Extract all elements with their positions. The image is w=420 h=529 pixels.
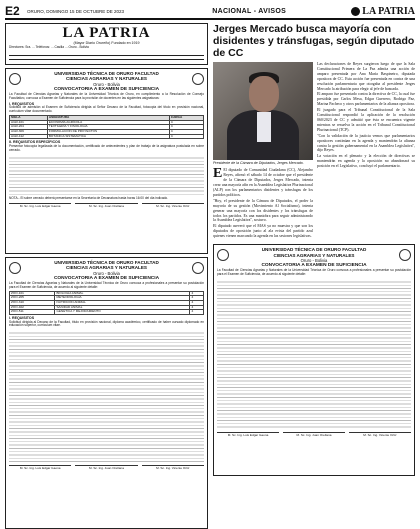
subjects-table	[9, 115, 204, 140]
table-cell: 4	[169, 120, 203, 125]
table-cell: TEXTILERÍA Y FISIOLOGÍA	[47, 125, 169, 130]
logo-text: LA PATRIA	[362, 5, 415, 17]
faculty-seal-icon	[192, 262, 204, 274]
table-cell: ECONOMÍA AGRÍCOLA	[47, 120, 169, 125]
notice-body-text	[9, 330, 204, 462]
notice-title: CONVOCATORIA A EXAMEN DE SUFICIENCIA	[53, 86, 160, 92]
notice-university: UNIVERSIDAD TÉCNICA DE ORURO FACULTAD	[261, 247, 367, 253]
notice-title: CONVOCATORIA A EXAMEN DE SUFICIENCIA	[261, 262, 367, 268]
signature: M. Sc. Ing. Luis Edgar Gaona	[9, 203, 71, 209]
table-cell: ZOO-310	[10, 301, 55, 306]
article-paragraph: El diputado de Comunidad Ciudadana (CC), Alejandro Reyes, afirmó el sábado 14 de octubre que el presidente de la Cámara de Diputados, Jerges Mercado, intenta crear una mayoría afín en la Asamblea Legislativa Plurinacional (ALP) con los parlamentarios disidentes y tránsfugas de los partidos políticos.	[213, 168, 313, 197]
table-cell: BIOLOGÍA ANIMAL	[55, 291, 190, 296]
table-cell: AGR-309	[10, 129, 48, 134]
notice-title: CONVOCATORIA A EXAMEN DE SUFICIENCIA	[53, 275, 160, 281]
signature-block	[9, 203, 204, 209]
signature: M. Sc. Ing. Juan Orellana	[75, 465, 137, 471]
signature: M. Sc. Ing. Vicente Ortiz	[142, 465, 204, 471]
photo-caption: Presidente de la Cámara de Diputados, Jerges Mercado.	[213, 161, 304, 165]
section-title: NACIONAL - AVISOS	[212, 7, 287, 15]
university-seal-icon	[9, 262, 21, 274]
notice-faculty: CIENCIAS AGRARIAS Y NATURALES	[273, 252, 355, 258]
notice-section-heading: I. REQUISITOS	[9, 101, 35, 106]
signature: M. Sc. Ing. Luis Edgar Gaona	[217, 432, 279, 438]
newspaper-logo	[351, 6, 415, 17]
signature-block	[217, 432, 411, 438]
signature: M. Sc. Ing. Juan Orellana	[283, 432, 345, 438]
notice-intro: La Facultad de Ciencias Agrarias y Naturales de la Universidad Técnica de Oruro convoca a profesionales a presentar su postulación para el Examen de Suficiencia, de acuerdo al siguiente detalle:	[9, 280, 204, 289]
left-column	[5, 23, 208, 529]
table-header: SIGLA	[10, 115, 48, 120]
faculty-seal-icon	[192, 73, 204, 85]
signature-block	[9, 465, 204, 471]
article-paragraph: Las declaraciones de Reyes surgieron luego de que la Sala Constitucional Primera de La Paz admita una acción de amparo presentada por Ana María Baspineiro, diputada opositora de CC. Esta acción fue presentada en contra de una resolución parlamentaria que otorgaba al presidente Jerges Mercado la atribución para elegir al jefe de bancada.	[317, 62, 415, 91]
university-seal-icon	[217, 249, 229, 261]
signature: M. Sc. Ing. Vicente Ortiz	[142, 203, 204, 209]
signature: M. Sc. Ing. Juan Orellana	[75, 203, 137, 209]
article-paragraph: La votación en el plenario y la elección de directivas se mantendrán en agenda y la oposición no abandonará su posición en el Legislativo, concluyó el parlamentario.	[317, 154, 415, 169]
notice-section-heading: II. REQUISITOS ESPECÍFICOS	[9, 140, 61, 145]
table-cell: AGR-204	[10, 125, 48, 130]
table-cell: BOTÁNICA SISTEMÁTICA	[47, 134, 169, 139]
masthead-info: Directores: Sra. ... Teléfonos: ... Casilla ... Oruro - Bolivia	[9, 45, 89, 49]
notice-city: Oruro - Bolivia	[93, 270, 120, 276]
notice-body-text	[9, 155, 204, 195]
notice-body-text	[217, 279, 411, 429]
drop-cap: E	[213, 166, 223, 182]
subjects-table	[9, 291, 204, 316]
logo-icon	[351, 7, 360, 16]
article-column-1	[213, 62, 313, 240]
table-cell: ZOO-101	[10, 291, 55, 296]
article-paragraph: El juzgado para el Tribunal Constitucional de la Sala Constitucional respondió la aplicación de la resolución 060/2023 de CC y admitió que ésta se encuentra vigente mientras se resuelva la acción en el Tribunal Constitucional Plurinacional (TCP).	[317, 108, 415, 132]
notice-2-continued	[213, 244, 415, 476]
masthead-subtitle: (Mayor Diario Orureño) Fundado en 1919	[73, 41, 140, 45]
page-number: E2	[5, 4, 20, 18]
table-cell: 4	[190, 291, 204, 296]
notice-1	[5, 68, 208, 254]
table-cell: ZOO-511	[10, 310, 55, 315]
table-cell: GENÉTICA Y MEJORAMIENTO	[55, 310, 190, 315]
notice-section-text: Presentar fotocopia legalizada de la documentación, certificado de antecedentes y plan de trabajo de la asignatura postulada en sobre cerrado.	[9, 143, 204, 152]
notice-2	[5, 257, 208, 529]
notice-faculty: CIENCIAS AGRARIAS Y NATURALES	[66, 265, 147, 271]
notice-intro: La Facultad de Ciencias Agrarias y Naturales de la Universidad Técnica de Oruro convoca a profesionales a presentar su postulación para el Examen de Suficiencia, de acuerdo al siguiente detalle:	[217, 267, 411, 276]
notice-section-text: Solicitud de admisión al Examen de Suficiencia dirigida al Señor Decano de la Facultad, fotocopia del título en provisión nacional, curriculum vitae documentado.	[9, 105, 204, 113]
notice-intro: La Facultad de Ciencias Agrarias y Naturales de la Universidad Técnica de Oruro, en cumplimiento a la Resolución de Consejo Facultativo, convoca a Examen de Suficiencia para la provisión de docentes en las siguientes asignaturas:	[9, 91, 204, 100]
page-header	[5, 4, 415, 20]
article-headline: Jerges Mercado busca mayoría con disidentes y tránsfugas, según diputado de CC	[213, 23, 415, 59]
table-cell: 4	[190, 296, 204, 301]
notice-university: UNIVERSIDAD TÉCNICA DE ORURO FACULTAD	[54, 71, 159, 76]
article-paragraph: "Con la validación de la justicia vemos que parlamentarios opositores continúan en la agenda y mantendrán la alianza contra la gestión gubernamental en la Asamblea Legislativa", dijo Reyes.	[317, 133, 415, 153]
notice-city: Oruro - Bolivia	[93, 81, 120, 87]
table-cell: 4	[190, 305, 204, 310]
signature: M. Sc. Ing. Luis Edgar Gaona	[9, 465, 71, 471]
table-cell: SANIDAD ANIMAL	[55, 305, 190, 310]
article-column-2	[317, 62, 415, 240]
article-paragraph: El amparo fue presentado contra la directiva de CC, la cual fue presidida por Carlos Mesa, Edgar Guerrero, Rodrigo Paz, Marina Pacheco y otros parlamentarios de la alianza opositora.	[317, 92, 415, 107]
table-row	[10, 310, 204, 315]
table-cell: ZOO-402	[10, 305, 55, 310]
notice-note: NOTA.- El sobre cerrado deberá presentarse en la Secretaría de Decanatura hasta horas 16:00 del día indicado.	[9, 195, 169, 200]
right-column	[213, 23, 415, 529]
table-row	[10, 134, 204, 139]
notice-faculty: CIENCIAS AGRARIAS Y NATURALES	[66, 76, 147, 82]
table-cell: AGR-412	[10, 134, 48, 139]
masthead-title: LA PATRIA	[62, 25, 151, 41]
table-cell: 4	[169, 134, 203, 139]
faculty-seal-icon	[399, 249, 411, 261]
table-cell: 4	[190, 301, 204, 306]
table-cell: 4	[169, 129, 203, 134]
notice-city: Oruro - Bolivia	[300, 257, 328, 263]
article-body	[213, 62, 415, 240]
table-cell: ZOO-205	[10, 296, 55, 301]
table-cell: NUTRICIÓN ANIMAL	[55, 301, 190, 306]
article-photo	[213, 62, 313, 160]
table-cell: AGR-101	[10, 120, 48, 125]
table-cell: METEOROLOGÍA	[55, 296, 190, 301]
notice-section-text: Solicitud dirigida al Decano de la Facultad, título en provisión nacional, diploma académico, certificado de haber cursado diplomado en educación superior, curriculum vitae.	[9, 319, 204, 328]
masthead-divider	[9, 55, 204, 60]
table-cell: 4	[169, 125, 203, 130]
masthead	[5, 23, 208, 65]
notice-section-heading: I. REQUISITOS	[9, 316, 35, 321]
article-paragraph: El diputado aseveró que el MAS ya no muestra y que son los diputados de oposición junto al ala evista del partido azul quienes vienen marcando la agenda en las sesiones legislativas.	[213, 224, 313, 239]
table-cell: FORMULACIÓN DE PROYECTOS	[47, 129, 169, 134]
table-header: CARGA	[169, 115, 203, 120]
table-header: ASIGNATURA	[47, 115, 169, 120]
article-paragraph: "Hoy, el presidente de la Cámara de Diputados, el poder la mayoría de su gestión (Movimiento Al Socialismo), intenta generar una mayoría con los disidentes y los tránsfugas de todos los partidos. Es una maniobra para seguir administrando la Asamblea Legislativa", sostuvo.	[213, 198, 313, 223]
signature: M. Sc. Ing. Vicente Ortiz	[349, 432, 411, 438]
dateline: ORURO, DOMINGO 15 DE OCTUBRE DE 2023	[27, 8, 125, 14]
table-cell: 4	[190, 310, 204, 315]
university-seal-icon	[9, 73, 21, 85]
notice-university: UNIVERSIDAD TÉCNICA DE ORURO FACULTAD	[54, 260, 159, 265]
